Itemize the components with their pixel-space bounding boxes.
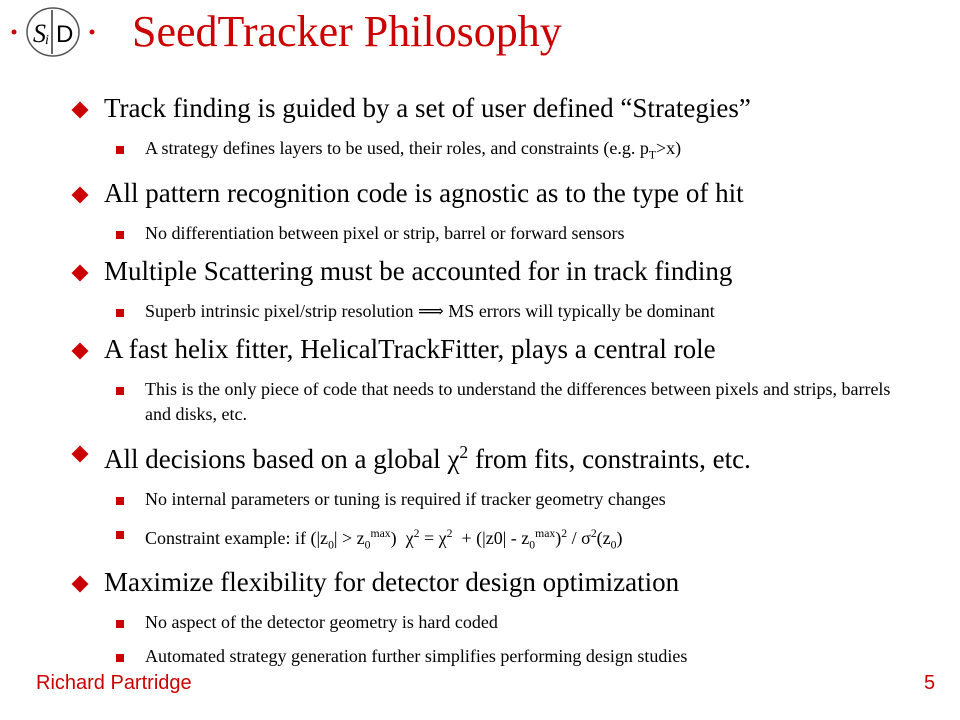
svg-text:S: S (33, 19, 46, 48)
bullet-text: Multiple Scattering must be accounted for in track finding (104, 255, 733, 286)
svg-text:D: D (56, 21, 74, 48)
diamond-bullet-icon (72, 264, 89, 281)
sub-bullet-constraint: Constraint example: if $(|z_0| > z_0^{max}) \chi^2 = \chi^2 + (|z0| - z_0^{max})^2 / \sigma^2(z_0)$ (0, 521, 960, 558)
square-bullet-icon (116, 146, 124, 154)
square-bullet-icon (116, 620, 124, 628)
square-bullet-icon (116, 654, 124, 662)
slide-title: SeedTracker Philosophy (132, 7, 562, 56)
sub-bullet: No aspect of the detector geometry is hard coded (0, 610, 960, 635)
diamond-bullet-icon (72, 445, 89, 462)
bullet-1 (0, 92, 960, 124)
footer-author: Richard Partridge (36, 672, 192, 694)
square-bullet-icon (116, 497, 124, 505)
page-number: 5 (924, 672, 936, 694)
sub-bullet: A strategy defines layers to be used, their roles, and constraints (e.g. $p_T>x$) (0, 136, 960, 168)
slide-content (0, 92, 960, 678)
sub-bullet: No internal parameters or tuning is required if tracker geometry changes (0, 487, 960, 512)
diamond-bullet-icon (72, 576, 89, 593)
square-bullet-icon (116, 309, 124, 317)
bullet-text: Track finding is guided by a set of user defined “Strategies” (104, 93, 751, 123)
diamond-bullet-icon (72, 342, 89, 359)
bullet-text: A fast helix fitter, HelicalTrackFitter, plays a central role (104, 333, 716, 364)
bullet-3 (0, 255, 960, 287)
sub-bullet: No differentiation between pixel or strip, barrel or forward sensors (0, 221, 960, 246)
bullet-5: All decisions based on a global $\chi^2$ from fits, constraints, etc. (0, 436, 960, 475)
square-bullet-icon (116, 531, 124, 539)
bullet-2 (0, 177, 960, 209)
bullet-text: All pattern recognition code is agnostic as to the type of hit (104, 177, 744, 208)
implies-arrow-icon: ⟹ (417, 300, 444, 321)
svg-text:i: i (45, 33, 49, 48)
sub-bullet: Automated strategy generation further simplifies performing design studies (0, 644, 960, 669)
sub-bullet: Superb intrinsic pixel/strip resolution ⟹ MS errors will typically be dominant (0, 299, 960, 324)
bullet-4 (0, 333, 960, 365)
sid-logo (10, 2, 100, 64)
bullet-6 (0, 566, 960, 598)
bullet-text: Maximize flexibility for detector design optimization (104, 567, 680, 598)
sid-logo-graphic (10, 2, 100, 64)
diamond-bullet-icon (72, 102, 89, 119)
sub-bullet: This is the only piece of code that needs to understand the differences between pixels and strips, barrels and disks, etc. (0, 377, 960, 427)
square-bullet-icon (116, 231, 124, 239)
diamond-bullet-icon (72, 186, 89, 203)
square-bullet-icon (116, 387, 124, 395)
